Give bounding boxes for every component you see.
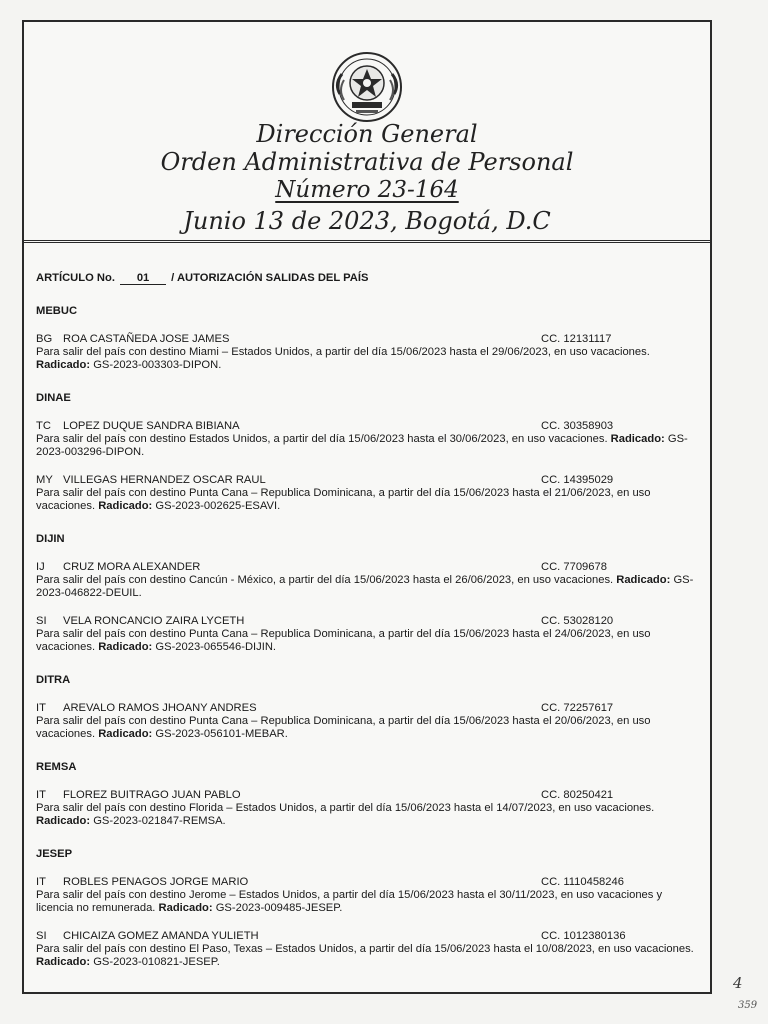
entry-header xyxy=(36,615,702,628)
radicado-label: Radicado: xyxy=(610,433,665,445)
travel-description xyxy=(36,628,702,654)
id-number: CC. 14395029 xyxy=(541,474,614,486)
rank-abbreviation: BG xyxy=(36,333,53,345)
radicado-number: GS-2023-021847-REMSA. xyxy=(93,815,226,827)
rank-abbreviation: IT xyxy=(36,876,46,888)
id-number: CC. 1012380136 xyxy=(541,930,626,942)
police-seal-icon xyxy=(330,50,404,124)
personnel-entry xyxy=(36,702,702,741)
person-name: CRUZ MORA ALEXANDER xyxy=(63,561,201,573)
person-name: VELA RONCANCIO ZAIRA LYCETH xyxy=(63,615,245,627)
id-number: CC. 72257617 xyxy=(541,702,614,714)
unit-section xyxy=(36,533,702,654)
travel-text: Para salir del país con destino Florida – Estados Unidos, a partir del día 15/06/2023 hasta el 14/07/2023, en uso vacaciones. xyxy=(36,802,655,814)
person-name: AREVALO RAMOS JHOANY ANDRES xyxy=(63,702,257,714)
header-date-place: Junio 13 de 2023, Bogotá, D.C xyxy=(183,207,551,235)
radicado-number: GS-2023-009485-JESEP. xyxy=(215,902,343,914)
radicado-number: GS-2023-003303-DIPON. xyxy=(93,359,222,371)
radicado-label: Radicado: xyxy=(98,641,153,653)
id-number: CC. 7709678 xyxy=(541,561,607,573)
unit-heading: DITRA xyxy=(36,674,71,686)
radicado-number: GS-2023-056101-MEBAR. xyxy=(155,728,288,740)
travel-text: Para salir del país con destino El Paso, Texas – Estados Unidos, a partir del día 15/06/2023 hasta el 10/08/2023, en uso vacaciones. xyxy=(36,943,694,955)
entry-header xyxy=(36,789,702,802)
rank-abbreviation: IT xyxy=(36,702,46,714)
unit-section xyxy=(36,761,702,828)
personnel-entry xyxy=(36,615,702,654)
radicado-label: Radicado: xyxy=(36,956,91,968)
article-label: ARTÍCULO No. xyxy=(36,272,115,284)
person-name: ROA CASTAÑEDA JOSE JAMES xyxy=(63,333,230,345)
travel-description xyxy=(36,943,702,969)
travel-text: Para salir del país con destino Estados Unidos, a partir del día 15/06/2023 hasta el 30/06/2023, en uso vacaciones. xyxy=(36,433,608,445)
personnel-entry xyxy=(36,930,702,969)
travel-description xyxy=(36,889,702,915)
personnel-entry xyxy=(36,333,702,372)
person-name: ROBLES PENAGOS JORGE MARIO xyxy=(63,876,249,888)
personnel-entry xyxy=(36,474,702,513)
radicado-label: Radicado: xyxy=(98,728,153,740)
travel-text: Para salir del país con destino Punta Cana – Republica Dominicana, a partir del día 15/06/2023 hasta el 24/06/2023, en uso vacaciones. xyxy=(36,628,651,653)
document-header xyxy=(24,22,710,243)
travel-description xyxy=(36,802,702,828)
unit-heading: DIJIN xyxy=(36,533,65,545)
id-number: CC. 80250421 xyxy=(541,789,614,801)
rank-abbreviation: SI xyxy=(36,615,47,627)
unit-heading: MEBUC xyxy=(36,305,78,317)
unit-section xyxy=(36,305,702,372)
entry-header xyxy=(36,702,702,715)
rank-abbreviation: IT xyxy=(36,789,46,801)
entry-header xyxy=(36,420,702,433)
personnel-entry xyxy=(36,789,702,828)
document-body xyxy=(36,272,702,989)
travel-description xyxy=(36,346,702,372)
id-number: CC. 53028120 xyxy=(541,615,614,627)
unit-heading: DINAE xyxy=(36,392,71,404)
article-heading xyxy=(36,272,702,285)
radicado-label: Radicado: xyxy=(158,902,213,914)
margin-annotation: 4 xyxy=(733,974,743,992)
article-number: 01 xyxy=(120,273,166,285)
radicado-label: Radicado: xyxy=(98,500,153,512)
rank-abbreviation: SI xyxy=(36,930,47,942)
travel-text: Para salir del país con destino Punta Cana – Republica Dominicana, a partir del día 15/06/2023 hasta el 21/06/2023, en uso vacaciones. xyxy=(36,487,651,512)
travel-description xyxy=(36,487,702,513)
radicado-label: Radicado: xyxy=(36,815,91,827)
travel-text: Para salir del país con destino Miami – Estados Unidos, a partir del día 15/06/2023 hasta el 29/06/2023, en uso vacaciones. xyxy=(36,346,650,358)
personnel-entry xyxy=(36,561,702,600)
rank-abbreviation: MY xyxy=(36,474,53,486)
id-number: CC. 30358903 xyxy=(541,420,614,432)
header-order-number: Número 23-164 xyxy=(275,177,459,203)
person-name: VILLEGAS HERNANDEZ OSCAR RAUL xyxy=(63,474,266,486)
article-title: / AUTORIZACIÓN SALIDAS DEL PAÍS xyxy=(171,272,369,284)
unit-section xyxy=(36,848,702,969)
unit-heading: JESEP xyxy=(36,848,73,860)
person-name: FLOREZ BUITRAGO JUAN PABLO xyxy=(63,789,241,801)
radicado-label: Radicado: xyxy=(616,574,671,586)
travel-text: Para salir del país con destino Jerome – Estados Unidos, a partir del día 15/06/2023 hasta el 30/11/2023, en uso vacaciones y licencia no remunerada. xyxy=(36,889,663,914)
entry-header xyxy=(36,561,702,574)
rank-abbreviation: TC xyxy=(36,420,51,432)
radicado-number: GS-2023-046822-DEUIL. xyxy=(36,574,694,599)
personnel-entry xyxy=(36,420,702,459)
entry-header xyxy=(36,930,702,943)
radicado-number: GS-2023-002625-ESAVI. xyxy=(155,500,281,512)
person-name: CHICAIZA GOMEZ AMANDA YULIETH xyxy=(63,930,259,942)
travel-text: Para salir del país con destino Cancún - México, a partir del día 15/06/2023 hasta el 26/06/2023, en uso vacaciones. xyxy=(36,574,614,586)
id-number: CC. 1110458246 xyxy=(541,876,624,888)
id-number: CC. 12131117 xyxy=(541,333,612,345)
radicado-number: GS-2023-003296-DIPON. xyxy=(36,433,688,458)
entry-header xyxy=(36,876,702,889)
unit-section xyxy=(36,392,702,513)
unit-section xyxy=(36,674,702,741)
radicado-number: GS-2023-065546-DIJIN. xyxy=(155,641,277,653)
travel-description xyxy=(36,715,702,741)
radicado-label: Radicado: xyxy=(36,359,91,371)
margin-annotation-2: 359 xyxy=(738,1000,758,1011)
entry-header xyxy=(36,333,702,346)
entry-header xyxy=(36,474,702,487)
document-page xyxy=(22,20,712,994)
travel-description xyxy=(36,433,702,459)
header-title-line1: Dirección General xyxy=(256,120,478,148)
travel-description xyxy=(36,574,702,600)
sections-list xyxy=(36,305,702,969)
header-title-line2: Orden Administrativa de Personal xyxy=(160,148,574,176)
rank-abbreviation: IJ xyxy=(36,561,45,573)
radicado-number: GS-2023-010821-JESEP. xyxy=(93,956,220,968)
person-name: LOPEZ DUQUE SANDRA BIBIANA xyxy=(63,420,240,432)
travel-text: Para salir del país con destino Punta Cana – Republica Dominicana, a partir del día 15/06/2023 hasta el 20/06/2023, en uso vacaciones. xyxy=(36,715,651,740)
unit-heading: REMSA xyxy=(36,761,77,773)
personnel-entry xyxy=(36,876,702,915)
